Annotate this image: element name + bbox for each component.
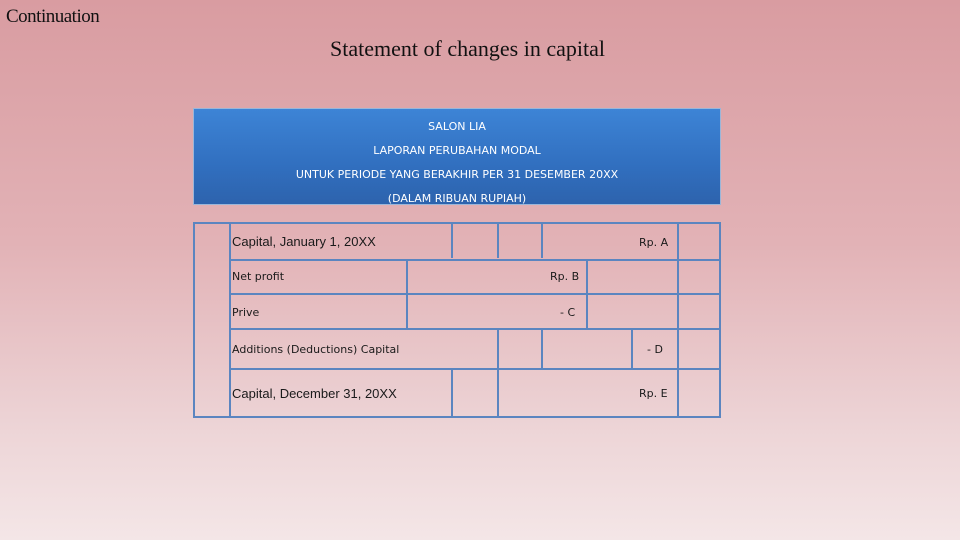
statement-table [193,222,721,418]
row-divider [230,259,721,261]
column-divider [541,224,543,258]
column-divider [497,224,499,258]
column-divider [451,370,453,416]
column-divider [541,330,543,368]
column-divider [677,224,679,416]
row-label-opening-capital: Capital, January 1, 20XX [232,234,376,249]
company-name: SALON LIA [428,120,486,133]
report-name: LAPORAN PERUBAHAN MODAL [373,144,541,157]
slide-title: Statement of changes in capital [330,36,605,61]
row-amount-opening-capital: Rp. A [639,236,669,249]
row-amount-closing-capital: Rp. E [639,387,668,400]
column-divider [451,224,453,258]
corner-title: Continuation [6,6,100,27]
column-divider [406,260,408,330]
report-unit: (DALAM RIBUAN RUPIAH) [387,192,527,205]
row-label-net-profit: Net profit [232,270,285,283]
column-divider [497,330,499,416]
column-divider [631,330,633,368]
row-amount-capital-change: - D [647,343,663,356]
row-label-closing-capital: Capital, December 31, 20XX [232,386,397,401]
row-amount-net-profit: Rp. B [550,270,580,283]
report-period: UNTUK PERIODE YANG BERAKHIR PER 31 DESEMBER 20XX [295,168,619,181]
row-label-capital-change: Additions (Deductions) Capital [232,343,400,356]
row-label-prive: Prive [232,306,260,319]
row-divider [230,328,721,330]
row-amount-prive: - C [560,306,576,319]
row-divider [230,293,721,295]
statement-header [193,108,721,205]
row-divider [230,368,721,370]
column-divider [229,224,231,416]
column-divider [586,260,588,330]
